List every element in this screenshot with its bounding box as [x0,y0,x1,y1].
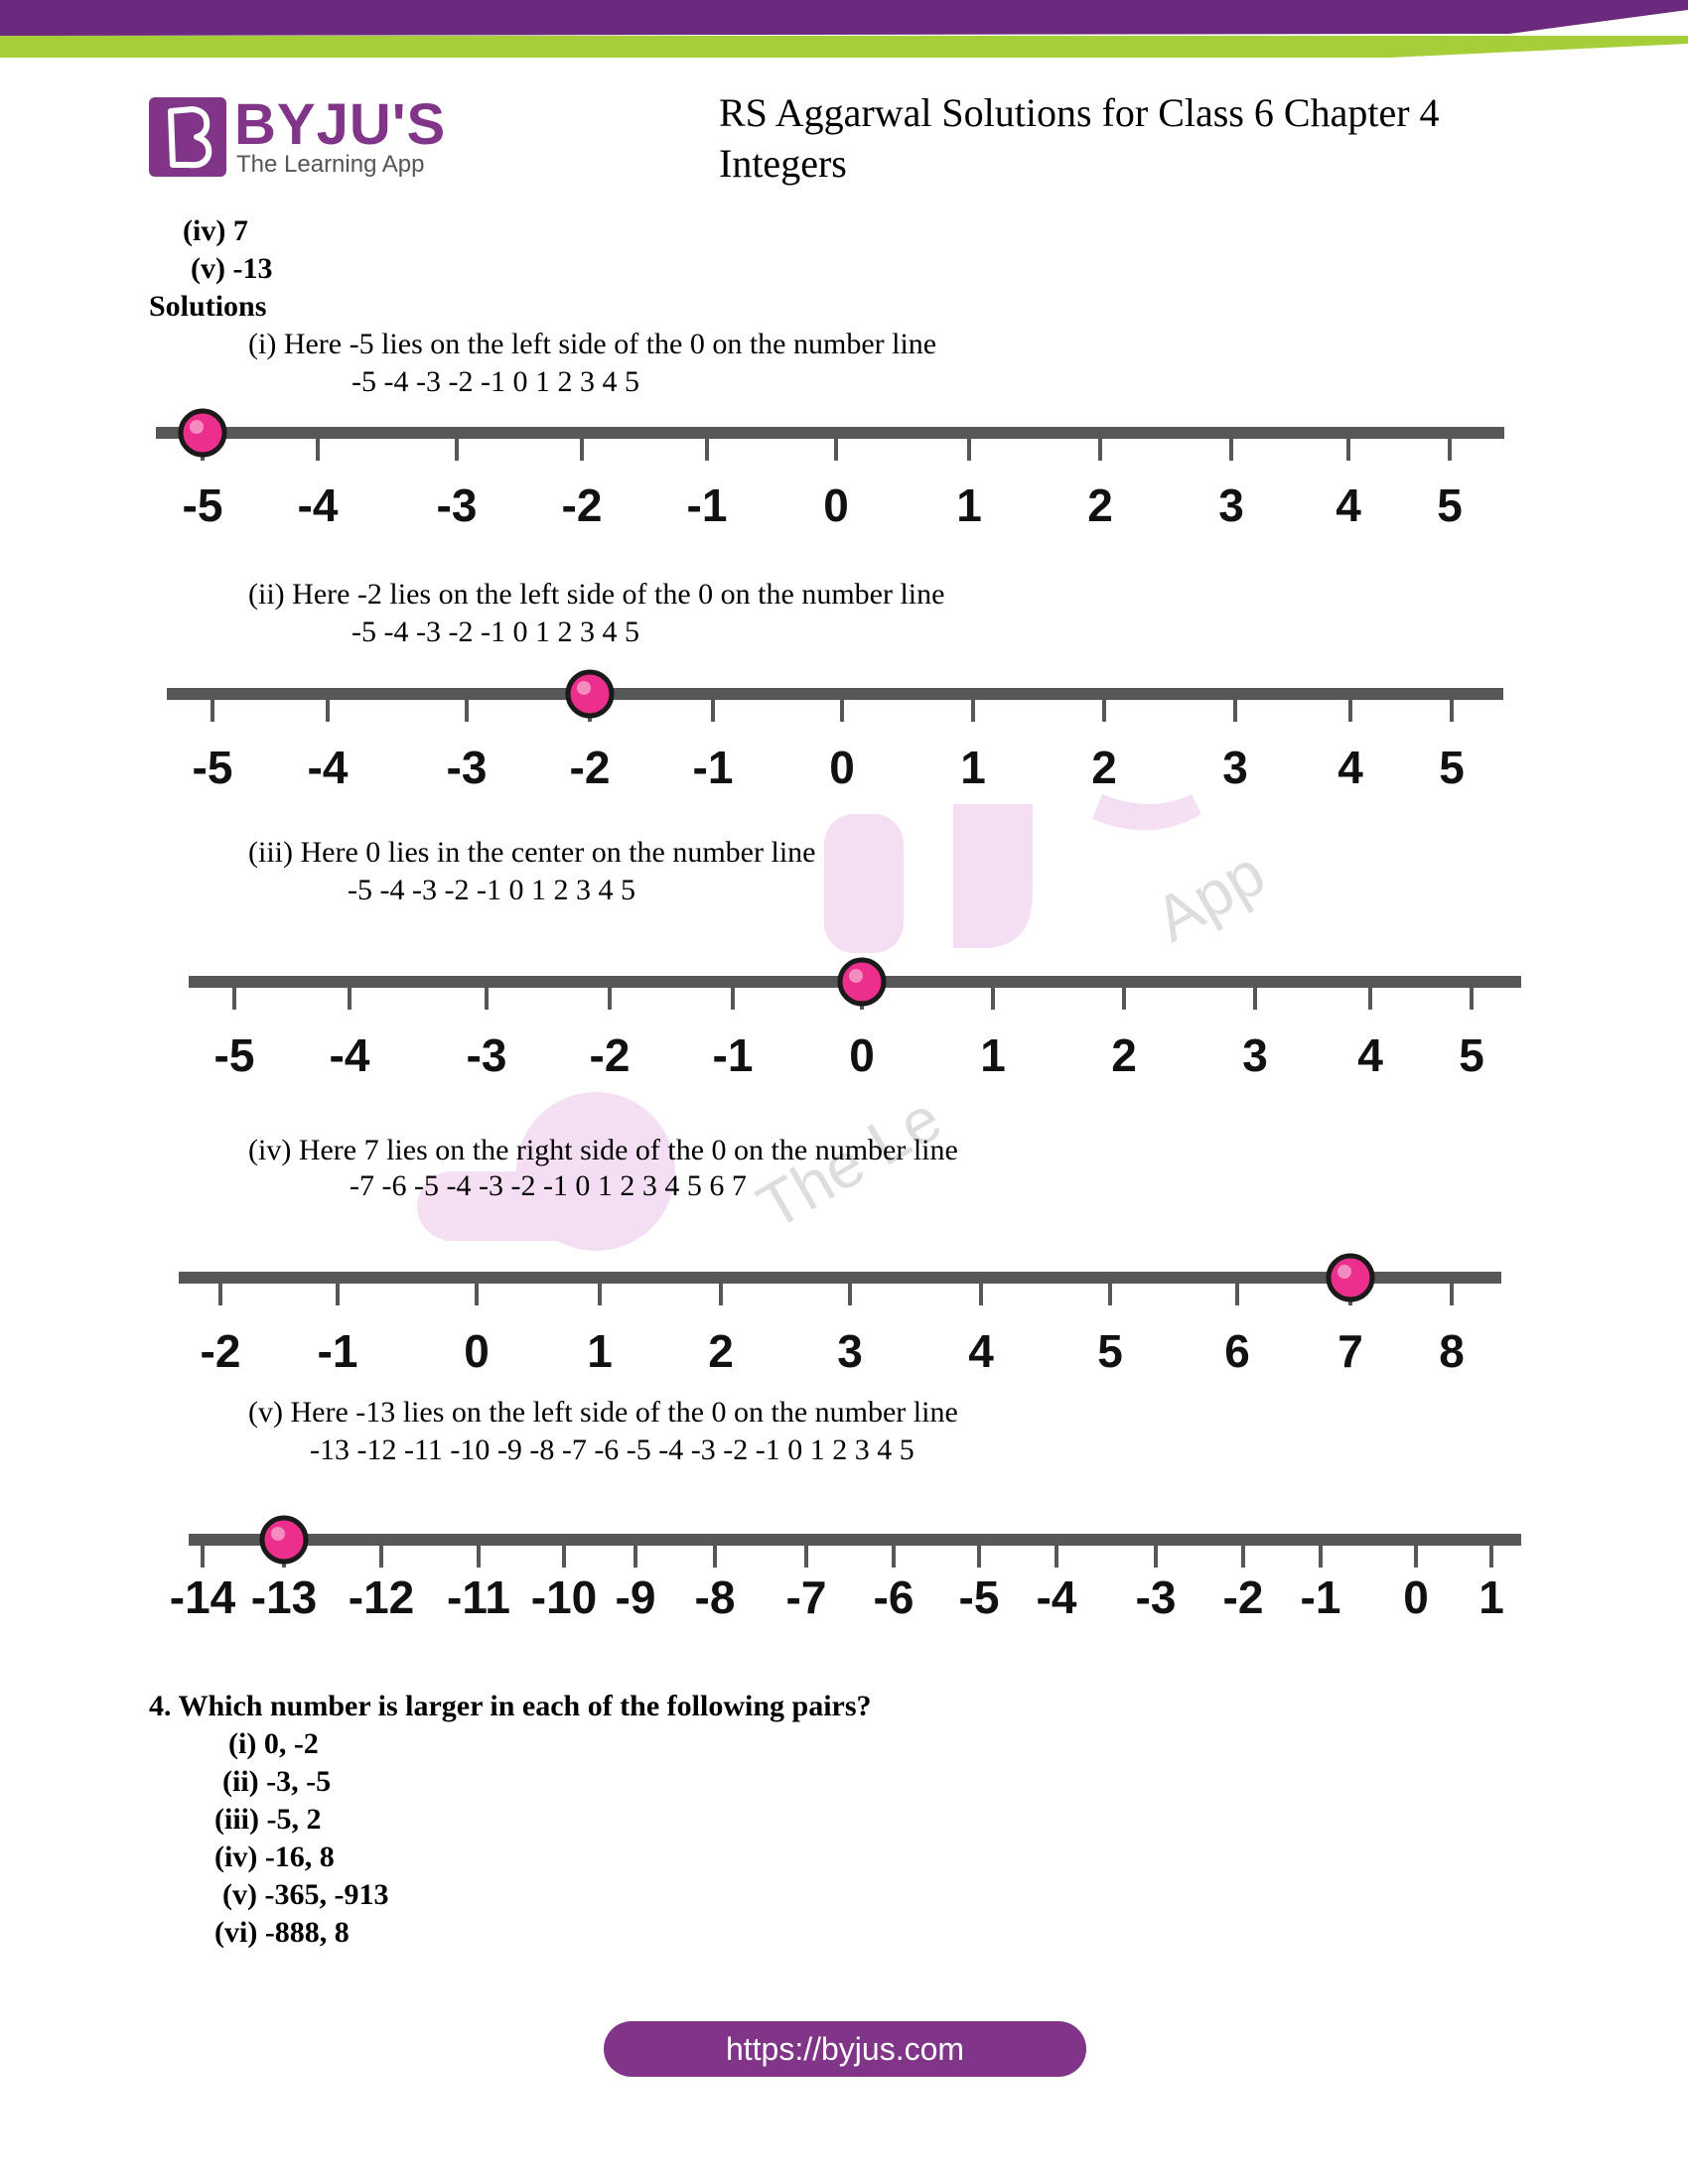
number-line-tick-label: -1 [686,479,728,531]
highlighted-point-shine [577,681,591,695]
number-line-tick-label: -4 [307,742,349,793]
question4-item-1: (i) 0, -2 [228,1727,319,1760]
number-line-tick-label: -2 [200,1325,241,1377]
number-line-tick-label: 2 [1111,1029,1137,1081]
footer-url-link[interactable]: https://byjus.com [604,2021,1086,2077]
number-line-tick-label: 2 [1091,742,1117,793]
number-line-tick-label: -2 [561,479,603,531]
number-line-tick-label: 0 [464,1325,490,1377]
number-line-tick-label: 5 [1437,479,1463,531]
highlighted-point-marker [181,411,224,455]
number-line-tick-label: 7 [1337,1325,1363,1377]
solution-5-sequence: -13 -12 -11 -10 -9 -8 -7 -6 -5 -4 -3 -2 -1 0 1 2 3 4 5 [310,1433,914,1466]
top-banner-purple-stripe [0,0,1688,36]
solution-4-text: (iv) Here 7 lies on the right side of the 0 on the number line [248,1134,958,1166]
number-line-tick-label: 5 [1439,742,1465,793]
top-banner [0,0,1688,62]
number-line-tick-label: 3 [1242,1029,1268,1081]
number-line-tick-label: -11 [447,1571,510,1623]
number-line-tick-label: 4 [1357,1029,1383,1081]
logo-wordmark: BYJU'S [234,92,447,157]
highlighted-point-shine [190,420,204,434]
number-line-1 [0,397,1688,546]
watermark-text-learning: The Le [746,1082,953,1244]
top-banner-green-stripe [0,36,1688,58]
number-line-tick-label: -2 [1222,1571,1264,1623]
solution-3-sequence: -5 -4 -3 -2 -1 0 1 2 3 4 5 [348,874,635,906]
number-line-tick-label: 1 [1478,1571,1504,1623]
number-line-tick-label: 5 [1459,1029,1484,1081]
number-line-tick-label: 0 [1403,1571,1429,1623]
highlighted-point-marker [568,672,612,716]
number-line-tick-label: -9 [615,1571,656,1623]
question3-item-v: (v) -13 [191,252,273,285]
question4-item-6: (vi) -888, 8 [214,1916,350,1949]
number-line-5 [0,1509,1688,1648]
number-line-tick-label: -8 [694,1571,736,1623]
question4-item-5: (v) -365, -913 [222,1878,389,1911]
number-line-tick-label: -1 [712,1029,754,1081]
document-title [719,87,1613,189]
number-line-tick-label: 4 [968,1325,994,1377]
number-line-tick-label: 6 [1224,1325,1250,1377]
number-line-tick-label: 0 [823,479,849,531]
number-line-tick-label: -4 [329,1029,370,1081]
logo-tagline: The Learning App [236,151,425,178]
question4-title: 4. Which number is larger in each of the following pairs? [149,1690,872,1722]
document-title-line-2: Integers [719,141,847,186]
number-line-tick-label: -2 [589,1029,631,1081]
document-title-line-1: RS Aggarwal Solutions for Class 6 Chapter 4 [719,90,1440,135]
number-line-tick-label: 5 [1097,1325,1123,1377]
question4-item-2: (ii) -3, -5 [222,1765,332,1798]
byjus-logo [149,92,447,181]
highlighted-point-shine [849,969,863,983]
number-line-tick-label: -10 [530,1571,598,1623]
number-line-3 [0,953,1688,1092]
number-line-tick-label: 4 [1336,479,1361,531]
number-line-tick-label: -3 [446,742,488,793]
number-line-tick-label: 0 [849,1029,875,1081]
highlighted-point-marker [840,960,884,1004]
number-line-tick-label: 3 [837,1325,863,1377]
number-line-tick-label: 1 [960,742,986,793]
number-line-2 [0,665,1688,804]
logo-b-icon [149,97,226,177]
solution-2-text: (ii) Here -2 lies on the left side of the 0 on the number line [248,578,945,611]
number-line-tick-label: -4 [1036,1571,1077,1623]
number-line-tick-label: -5 [182,479,223,531]
number-line-tick-label: 3 [1222,742,1248,793]
solutions-heading: Solutions [149,290,267,323]
number-line-tick-label: -3 [466,1029,507,1081]
solution-5-text: (v) Here -13 lies on the left side of the 0 on the number line [248,1396,958,1429]
number-line-tick-label: -1 [317,1325,358,1377]
number-line-tick-label: -7 [785,1571,827,1623]
number-line-tick-label: 0 [829,742,855,793]
number-line-tick-label: 8 [1439,1325,1465,1377]
highlighted-point-marker [262,1518,306,1562]
number-line-tick-label: -1 [1300,1571,1341,1623]
number-line-tick-label: -12 [348,1571,415,1623]
number-line-tick-label: -13 [250,1571,318,1623]
solution-1-text: (i) Here -5 lies on the left side of the 0 on the number line [248,328,937,360]
number-line-tick-label: -6 [873,1571,914,1623]
number-line-tick-label: -1 [692,742,734,793]
number-line-tick-label: 4 [1337,742,1363,793]
number-line-tick-label: 2 [708,1325,734,1377]
number-line-tick-label: -4 [297,479,339,531]
highlighted-point-marker [1329,1256,1372,1299]
number-line-tick-label: -2 [569,742,611,793]
number-line-4 [0,1249,1688,1388]
number-line-tick-label: -5 [958,1571,1000,1623]
question4-item-4: (iv) -16, 8 [214,1841,335,1873]
question4-item-3: (iii) -5, 2 [214,1803,322,1836]
number-line-tick-label: -3 [1135,1571,1177,1623]
watermark-text-app: App [1143,836,1277,956]
number-line-tick-label: 2 [1087,479,1113,531]
solution-2-sequence: -5 -4 -3 -2 -1 0 1 2 3 4 5 [352,615,639,648]
number-line-tick-label: -3 [436,479,478,531]
number-line-tick-label: 1 [980,1029,1006,1081]
highlighted-point-shine [1337,1265,1351,1279]
number-line-tick-label: -14 [169,1571,236,1623]
question3-item-iv: (iv) 7 [183,214,248,247]
number-line-tick-label: 3 [1218,479,1244,531]
solution-3-text: (iii) Here 0 lies in the center on the number line [248,836,816,869]
highlighted-point-shine [271,1527,285,1541]
number-line-tick-label: 1 [956,479,982,531]
number-line-tick-label: 1 [587,1325,613,1377]
solution-1-sequence: -5 -4 -3 -2 -1 0 1 2 3 4 5 [352,365,639,398]
number-line-tick-label: -5 [213,1029,255,1081]
number-line-tick-label: -5 [192,742,233,793]
solution-4-sequence: -7 -6 -5 -4 -3 -2 -1 0 1 2 3 4 5 6 7 [350,1169,747,1202]
